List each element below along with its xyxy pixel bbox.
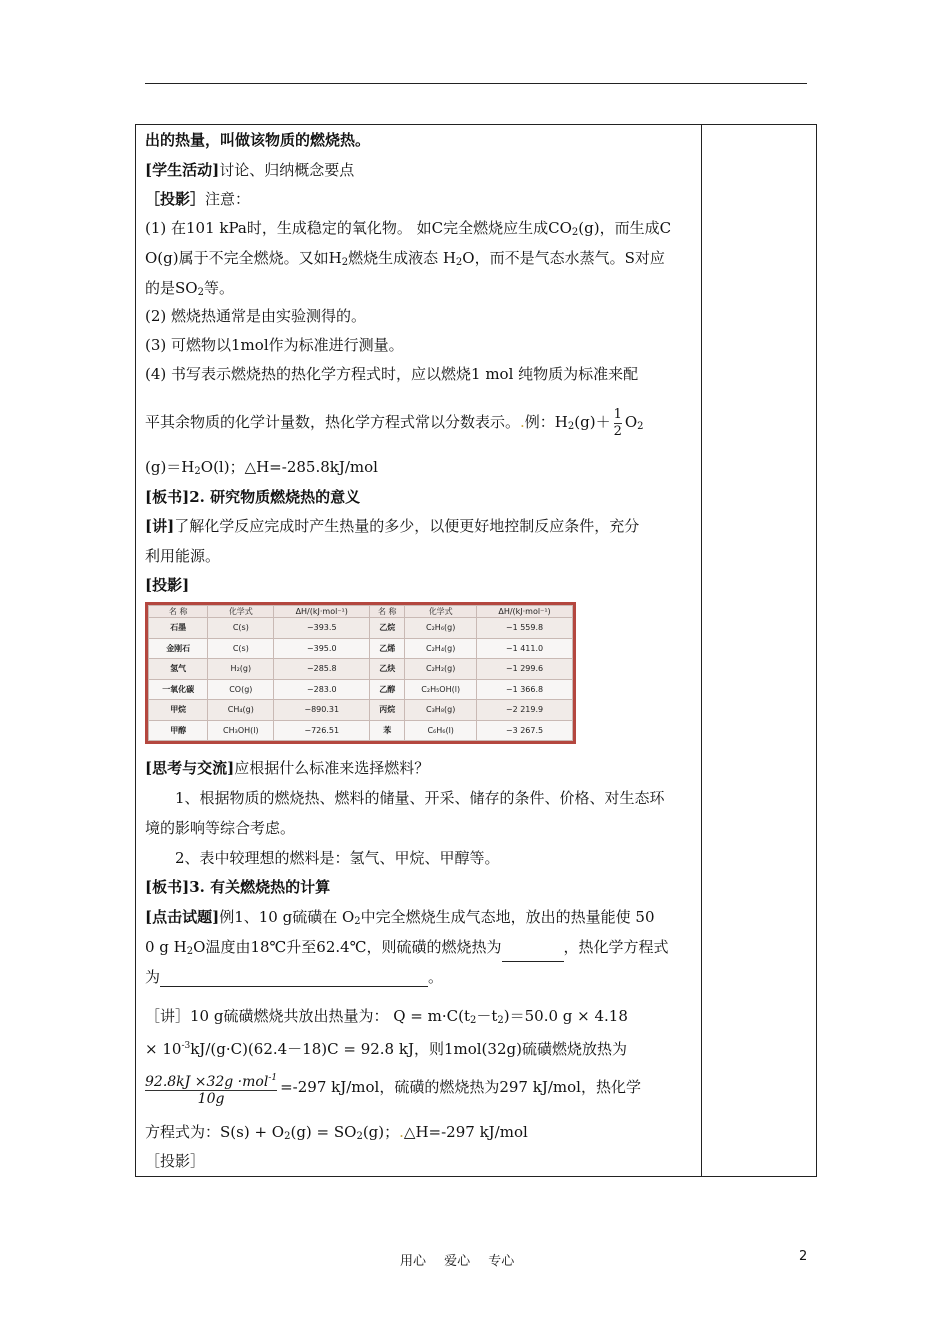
fraction-one-half [614,407,622,440]
answer-blank-equation [160,970,428,987]
table-cell: C₂H₅OH(l) [405,679,477,700]
solution-text-j: △H=-297 kJ/mol [403,1123,528,1141]
exercise-line-c [145,967,443,987]
numerator-text: 92.8kJ ×32g ·mol [145,1073,269,1090]
solution-fraction-denominator: 10g [197,1090,225,1107]
think-exchange-text: 应根据什么标准来选择燃料？ [234,759,430,777]
column-divider [701,124,702,1177]
blackboard-heading-3: [板书]3. 有关燃烧热的计算 [145,878,331,896]
table-cell: CH₃OH(l) [208,720,274,741]
solution-line-a [145,1006,628,1031]
header-rule [145,83,807,84]
table-cell: −2 219.9 [477,700,573,721]
student-activity-line [145,160,354,180]
header-name: 名 称 [149,606,208,618]
tag-lecture: [讲] [145,517,175,535]
example-text-o: O [624,413,638,431]
exercise-text-e: ，热化学方程式 [563,938,669,956]
table-cell: 氢气 [149,659,208,680]
solution-text-d: × 10 [145,1040,182,1058]
table-cell: −285.8 [274,659,370,680]
table-cell: 丙烷 [370,700,405,721]
solution-line-c [145,1066,641,1108]
table-cell: 乙炔 [370,659,405,680]
subscript: 2 [341,257,349,268]
exercise-text-d: O温度由18℃升至62.4℃，则硫磺的燃烧热为 [193,938,502,956]
page-number: 2 [799,1249,808,1264]
solution-text-f: =-297 kJ/mol，硫磺的燃烧热为297 kJ/mol，热化学 [280,1078,641,1096]
table-cell: C(s) [208,638,274,659]
subscript: 2 [284,1131,291,1142]
table-cell: −393.5 [274,618,370,639]
note-3-line: (3) 可燃物以1mol作为标准进行测量。 [145,336,404,354]
solution-text-h: (g) = SO [290,1123,357,1141]
solution-text-c: )＝50.0 g × 4.18 [503,1007,628,1025]
table-cell: 乙醇 [370,679,405,700]
equation-text-a: (g)＝H [145,458,195,476]
note-1-line-b [145,248,665,273]
table-cell: 一氧化碳 [149,679,208,700]
exercise-text-g: 。 [428,968,444,986]
blackboard-heading-2: [板书]2. 研究物质燃烧热的意义 [145,488,361,506]
table-cell: −890.31 [274,700,370,721]
table-cell: 金刚石 [149,638,208,659]
student-activity-text: 讨论、归纳概念要点 [219,161,355,179]
answer-blank-heat [502,945,564,962]
superscript: -1 [268,1072,278,1083]
exercise-line-b [145,937,669,962]
table-cell: −395.0 [274,638,370,659]
table-cell: −1 366.8 [477,679,573,700]
subscript: 2 [497,1015,504,1026]
subscript: 2 [354,916,361,927]
note-1b-text-a: O(g)属于不完全燃烧。又如H [145,249,342,267]
table-cell: −1 299.6 [477,659,573,680]
solution-line-d [145,1122,528,1147]
solution-text-a: ［讲］10 g硫磺燃烧共放出热量为： Q = m·C(t [145,1007,470,1025]
table-cell: 甲烷 [149,700,208,721]
table-row [149,720,573,741]
header-delta-h: ΔH/(kJ·mol⁻¹) [274,606,370,618]
exercise-text-a: 例1、10 g硫磺在 O [219,908,355,926]
note-1b-text-b: 燃烧生成液态 H [348,249,456,267]
tag-think-exchange: [思考与交流] [145,759,235,777]
note-1c-text-b: 等。 [203,279,234,297]
table-row [149,618,573,639]
answer-2-line: 2、表中较理想的燃料是：氢气、甲烷、甲醇等。 [175,849,500,867]
note-1-text: (1) 在101 kPa时，生成稳定的氧化物。 如C完全燃烧应生成CO [145,219,572,237]
table-row [149,659,573,680]
exercise-text-c: 0 g H [145,938,187,956]
subscript: 2 [455,257,463,268]
exercise-text-b: 中完全燃烧生成气态地，放出的热量能使 50 [360,908,655,926]
table-cell: 石墨 [149,618,208,639]
definition-line: 出的热量，叫做该物质的燃烧热。 [145,131,371,149]
table-cell: C(s) [208,618,274,639]
note-1c-text-a: 的是SO [145,279,198,297]
marker-dot: . [520,413,525,431]
table-cell: 乙烷 [370,618,405,639]
subscript: 2 [194,466,201,477]
subscript: 2 [469,1015,477,1026]
lecture-line [145,516,639,536]
table-cell: CO(g) [208,679,274,700]
example-equation-line [145,457,378,482]
table-cell: 苯 [370,720,405,741]
combustion-heat-table [148,605,573,741]
note-1b-text-c: O，而不是气态水蒸气。S对应 [462,249,665,267]
combustion-heat-table-image [145,602,576,744]
solution-text-e: kJ/(g·C)(62.4－18)C = 92.8 kJ，则1mol(32g)硫磺燃烧放热为 [190,1040,627,1058]
subscript: 2 [197,287,204,298]
note-4-line: (4) 书写表示燃烧热的热化学方程式时，应以燃烧1 mol 纯物质为标准来配 [145,365,639,383]
note-1-line-c [145,278,234,303]
table-row [149,679,573,700]
table-cell: C₂H₆(g) [405,618,477,639]
subscript: 2 [567,421,575,432]
table-row [149,700,573,721]
tag-projection: ［投影］ [145,190,206,208]
projection-label-2: ［投影］ [145,1152,206,1170]
subscript: 2 [637,421,644,432]
solution-fraction-numerator [145,1070,277,1090]
header-name-2: 名 称 [370,606,405,618]
table-cell: −283.0 [274,679,370,700]
table-cell: −726.51 [274,720,370,741]
fraction-denominator: 2 [613,423,622,439]
superscript: -3 [181,1041,191,1051]
solution-text-b: －t [476,1007,498,1025]
page-footer: 用心 爱心 专心 [400,1254,515,1269]
projection-note-text: 注意： [205,190,251,208]
table-header-row [149,606,573,618]
tag-exercise: [点击试题] [145,908,220,926]
example-label: 例：H [524,413,568,431]
table-cell: 乙烯 [370,638,405,659]
table-cell: H₂(g) [208,659,274,680]
table-cell: −1 411.0 [477,638,573,659]
table-cell: C₃H₈(g) [405,700,477,721]
projection-label: [投影] [145,576,190,594]
table-cell: 甲醇 [149,720,208,741]
solution-line-b [145,1036,627,1059]
answer-1-line-b: 境的影响等综合考虑。 [145,819,296,837]
table-row [149,638,573,659]
header-formula: 化学式 [208,606,274,618]
projection-note-line [145,189,250,209]
note-1-line-a [145,218,671,243]
subscript: 2 [356,1131,363,1142]
table-cell: −1 559.8 [477,618,573,639]
header-formula-2: 化学式 [405,606,477,618]
lecture-text: 了解化学反应完成时产生热量的多少，以便更好地控制反应条件，充分 [174,517,640,535]
tag-student-activity: [学生活动] [145,161,220,179]
table-cell: C₂H₂(g) [405,659,477,680]
equation-text-b: O(l)；△H=-285.8kJ/mol [200,458,378,476]
note-4-example-line [145,402,644,447]
answer-1-line: 1、根据物质的燃烧热、燃料的储量、开采、储存的条件、价格、对生态环 [175,789,665,807]
fraction-numerator: 1 [613,406,622,422]
subscript: 2 [571,227,579,238]
solution-text-g: 方程式为：S(s) + O [145,1123,285,1141]
exercise-text-f: 为 [145,968,161,986]
note-4-text: 平其余物质的化学计量数，热化学方程式常以分数表示。 [145,413,521,431]
note-2-line: (2) 燃烧热通常是由实验测得的。 [145,307,367,325]
header-delta-h-2: ΔH/(kJ·mol⁻¹) [477,606,573,618]
think-exchange-line [145,758,429,778]
exercise-line-a [145,907,655,932]
table-cell: CH₄(g) [208,700,274,721]
table-cell: C₆H₆(l) [405,720,477,741]
table-cell: −3 267.5 [477,720,573,741]
table-cell: C₂H₄(g) [405,638,477,659]
marker-dot: . [399,1123,404,1141]
note-1-text-end: (g)，而生成C [578,219,672,237]
example-text: (g)＋ [574,413,611,431]
subscript: 2 [186,946,194,957]
solution-fraction [145,1070,277,1107]
solution-text-i: (g)； [362,1123,400,1141]
lecture-line-2: 利用能源。 [145,547,221,565]
